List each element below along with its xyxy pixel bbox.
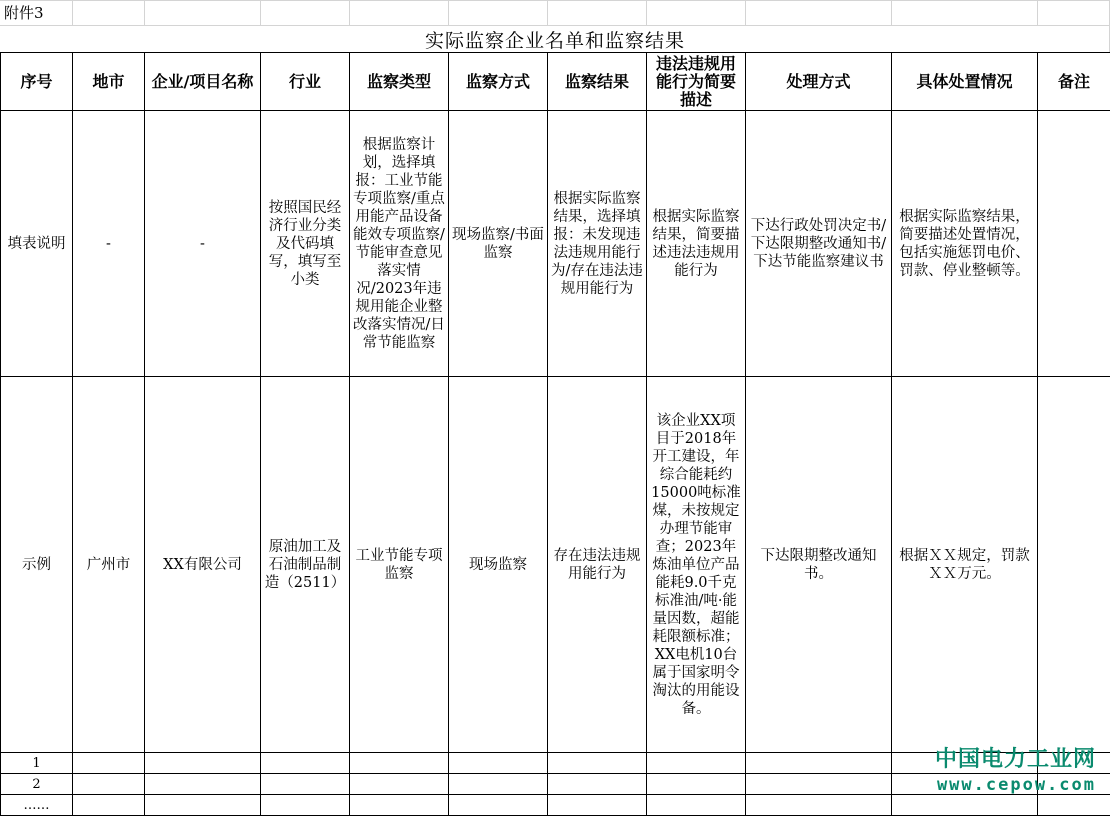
cell-violation-description: 该企业XX项目于2018年开工建设，年综合能耗约15000吨标准煤，未按规定办理节能审查；2023年炼油单位产品能耗9.0千克标准油/吨·能量因数，超能耗限额标准；XX电机10台属于国家明令淘汰的用能设备。	[647, 377, 746, 753]
cell-empty	[892, 795, 1038, 816]
cell-empty	[261, 774, 350, 795]
cell-empty	[548, 795, 647, 816]
cell-remarks	[1038, 111, 1110, 377]
header-violation-description: 违法违规用能行为简要描述	[647, 53, 746, 111]
header-supervision-result: 监察结果	[548, 53, 647, 111]
cell-empty	[350, 753, 449, 774]
cell-company: XX有限公司	[145, 377, 261, 753]
watermark-url: www.cepow.com	[936, 775, 1096, 795]
cell-seq: 填表说明	[1, 111, 73, 377]
cell-empty	[261, 795, 350, 816]
cell-supervision-type: 工业节能专项监察	[350, 377, 449, 753]
cell-empty	[350, 774, 449, 795]
table-row-instructions	[1, 111, 1110, 377]
document-title: 实际监察企业名单和监察结果	[424, 30, 685, 52]
cell-seq: 2	[1, 774, 73, 795]
cell-empty	[647, 753, 746, 774]
header-handling-method: 处理方式	[746, 53, 892, 111]
cell-empty	[145, 774, 261, 795]
cell-empty	[548, 774, 647, 795]
cell-empty	[449, 774, 548, 795]
cell-empty	[548, 753, 647, 774]
header-industry: 行业	[261, 53, 350, 111]
cell-empty	[746, 753, 892, 774]
cell-empty	[746, 795, 892, 816]
header-company: 企业/项目名称	[145, 53, 261, 111]
header-city: 地市	[73, 53, 145, 111]
cell-empty	[73, 753, 145, 774]
cell-supervision-method: 现场监察	[449, 377, 548, 753]
table-row-blank	[1, 795, 1110, 816]
table-header-row	[1, 53, 1110, 111]
cell-empty	[647, 795, 746, 816]
cell-industry: 按照国民经济行业分类及代码填写，填写至小类	[261, 111, 350, 377]
cell-empty	[145, 753, 261, 774]
cell-empty	[746, 774, 892, 795]
cell-company: -	[145, 111, 261, 377]
cell-supervision-type: 根据监察计划，选择填报：工业节能专项监察/重点用能产品设备能效专项监察/节能审查意见落实情况/2023年违规用能企业整改落实情况/日常节能监察	[350, 111, 449, 377]
supervision-results-table	[0, 52, 1110, 816]
cell-empty	[350, 795, 449, 816]
cell-supervision-method: 现场监察/书面监察	[449, 111, 548, 377]
cell-empty	[261, 753, 350, 774]
cell-seq: 示例	[1, 377, 73, 753]
cell-city: 广州市	[73, 377, 145, 753]
header-supervision-method: 监察方式	[449, 53, 548, 111]
cell-supervision-result: 根据实际监察结果，选择填报：未发现违法违规用能行为/存在违法违规用能行为	[548, 111, 647, 377]
cell-handling-method: 下达行政处罚决定书/下达限期整改通知书/下达节能监察建议书	[746, 111, 892, 377]
watermark-name: 中国电力工业网	[934, 747, 1096, 772]
cell-disposal-details: 根据ＸＸ规定，罚款ＸＸ万元。	[892, 377, 1038, 753]
header-supervision-type: 监察类型	[350, 53, 449, 111]
cell-seq: 1	[1, 753, 73, 774]
cell-industry: 原油加工及石油制品制造（2511）	[261, 377, 350, 753]
table-row-example	[1, 377, 1110, 753]
cell-empty	[73, 774, 145, 795]
watermark	[935, 746, 1096, 796]
cell-supervision-result: 存在违法违规用能行为	[548, 377, 647, 753]
cell-empty	[647, 774, 746, 795]
cell-city: -	[73, 111, 145, 377]
cell-empty	[449, 795, 548, 816]
header-disposal-details: 具体处置情况	[892, 53, 1038, 111]
cell-violation-description: 根据实际监察结果，简要描述违法违规用能行为	[647, 111, 746, 377]
cell-empty	[449, 753, 548, 774]
attachment-label: 附件3	[4, 4, 44, 22]
cell-empty	[145, 795, 261, 816]
cell-remarks	[1038, 377, 1110, 753]
cell-disposal-details: 根据实际监察结果，简要描述处置情况，包括实施惩罚电价、罚款、停业整顿等。	[892, 111, 1038, 377]
cell-empty	[73, 795, 145, 816]
cell-seq: ……	[1, 795, 73, 816]
header-remarks: 备注	[1038, 53, 1110, 111]
header-seq: 序号	[1, 53, 73, 111]
cell-empty	[1038, 795, 1110, 816]
cell-handling-method: 下达限期整改通知书。	[746, 377, 892, 753]
